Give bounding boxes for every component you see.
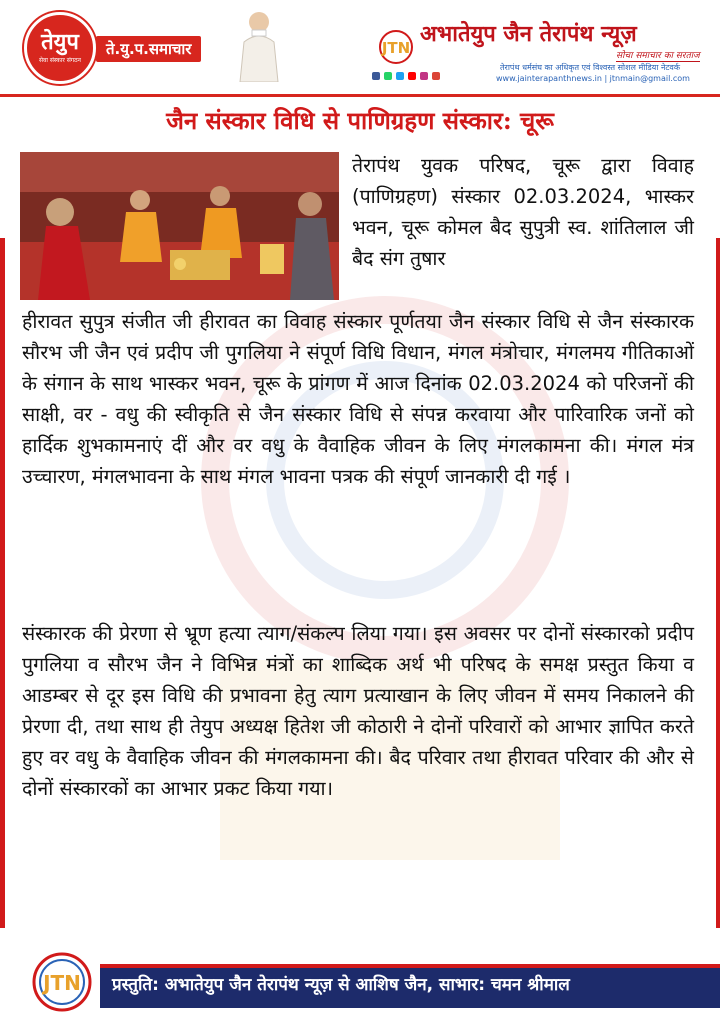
teyup-logo: [24, 12, 96, 84]
jtn-footer-logo-text: JTN: [43, 971, 81, 995]
header-divider: [0, 94, 720, 97]
brand-subtitle: तेरापंथ धर्मसंघ का अधिकृत एवं विश्वस्त सोशल मीडिया नेटवर्क: [500, 63, 681, 72]
ceremony-photo: [20, 152, 339, 300]
brand-title: अभातेयुप जैन तेरापंथ न्यूज़: [420, 21, 637, 47]
jtn-footer-logo: [24, 952, 100, 1012]
twitter-icon[interactable]: [396, 72, 404, 80]
whatsapp-icon[interactable]: [384, 72, 392, 80]
page-footer: [0, 952, 720, 1014]
brand-contact[interactable]: www.jainterapanthnews.in | jtnmain@gmail.com: [496, 74, 690, 83]
youtube-icon[interactable]: [408, 72, 416, 80]
footer-credit: प्रस्तुति: अभातेयुप जैन तेरापंथ न्यूज़ से आशिष जैन, साभार: चमन श्रीमाल: [112, 975, 570, 995]
org-tag: ते.यु.प.समाचार: [96, 36, 201, 62]
jtn-logo-text: JTN: [381, 39, 411, 57]
page-header: [0, 0, 720, 96]
article-paragraph-1: हीरावत सुपुत्र संजीत जी हीरावत का विवाह संस्कार पूर्णतया जैन संस्कार विधि से जैन संस्कारक सौरभ जी जैन एवं प्रदीप जी पुगलिया ने संपूर्ण विधि विधान, मंगल मंत्रोचार, मंगलमय गीतिकाओं के संगान के साथ भास्कर भवन, चूरू के प्रांगण में आज दिनांक 02.03.2024 को परिजनों की साक्षी, वर - वधु की स्वीकृति से जैन संस्कार विधि से संपन्न करवाया और पारिवारिक जनों को हार्दिक शुभकामनाएं दीं और वर वधु के वैवाहिक जीवन के लिए मंगलकामना की। मंगल मंत्र उच्चारण, मंगलभावना के साथ मंगल भावना पत्रक की संपूर्ण जानकारी दी गई ।: [22, 310, 694, 488]
facebook-icon[interactable]: [372, 72, 380, 80]
instagram-icon[interactable]: [420, 72, 428, 80]
jtn-logo: [372, 30, 420, 64]
right-accent-bar: [716, 238, 720, 928]
guru-portrait-icon: [236, 8, 282, 82]
article-intro: तेरापंथ युवक परिषद, चूरू द्वारा विवाह (पाणिग्रहण) संस्कार 02.03.2024, भास्कर भवन, चूरू कोमल बैद सुपुत्री स्व. शांतिलाल जी बैद संग तुषार: [352, 154, 694, 270]
brand-tagline: सोचा समाचार का सरताज: [616, 48, 700, 62]
social-icons: [372, 72, 440, 80]
google-plus-icon[interactable]: [432, 72, 440, 80]
teyup-logo-text: तेयुप: [41, 30, 79, 55]
left-accent-bar: [0, 238, 5, 928]
page-title: जैन संस्कार विधि से पाणिग्रहण संस्कार: चूरू: [166, 106, 554, 135]
article-paragraph-2: संस्कारक की प्रेरणा से भ्रूण हत्या त्याग/संकल्प लिया गया। इस अवसर पर दोनों संस्कारको प्रदीप पुगलिया व सौरभ जैन ने विभिन्न मंत्रों का शाब्दिक अर्थ भी परिषद के समक्ष प्रस्तुत किया व आडम्बर से दूर इस विधि की प्रभावना हेतु त्याग प्रत्याखान के लिए जीवन में समय निकालने की प्रेरणा दी, तथा साथ ही तेयुप अध्यक्ष हितेश जी कोठारी ने दोनों परिवारों को आभार ज्ञापित करते हुए वर वधु के वैवाहिक जीवन की मंगलकामना की। बैद परिवार तथा हीरावत परिवार की और से दोनों संस्कारकों का आभार प्रकट किया गया।: [22, 622, 694, 800]
teyup-logo-subtext: सेवा संस्कार संगठन: [38, 57, 82, 64]
